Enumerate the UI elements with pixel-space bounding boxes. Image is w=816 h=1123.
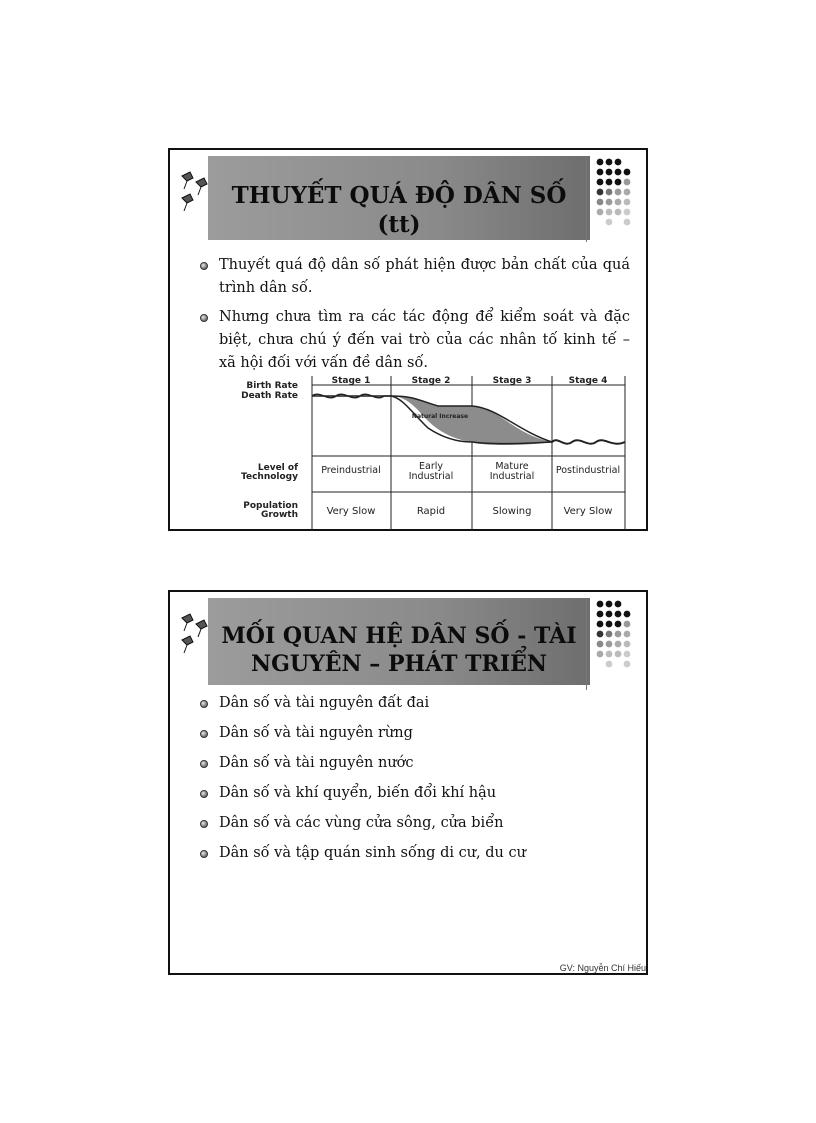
list-item: Nhưng chưa tìm ra các tác động để kiểm soát và đặc biệt, chưa chú ý đến vai trò của các nhân tố kinh tế – xã hội đối với vấn đề dân số. xyxy=(200,306,630,375)
decoration-dot xyxy=(615,209,622,216)
natural-increase-label: Natural Increase xyxy=(411,413,469,420)
decoration-dot xyxy=(624,611,631,618)
decoration-dot xyxy=(606,641,613,648)
decoration-dot xyxy=(606,611,613,618)
list-item: Dân số và tài nguyên đất đai xyxy=(200,692,630,715)
decoration-dot xyxy=(615,159,622,166)
decoration-dot xyxy=(624,199,631,206)
growth-cell: Slowing xyxy=(492,506,532,517)
decoration-dot xyxy=(615,179,622,186)
stage-label: Stage 2 xyxy=(411,376,451,386)
growth-label: Growth xyxy=(260,510,298,520)
decoration-dot xyxy=(606,661,613,668)
technology-cell: Early xyxy=(419,461,443,472)
decoration-dot xyxy=(597,189,604,196)
title-divider xyxy=(586,156,587,242)
decoration-dot xyxy=(597,169,604,176)
decoration-dot xyxy=(597,159,604,166)
stage-label: Stage 4 xyxy=(568,376,608,386)
decoration-dot xyxy=(606,601,613,608)
decoration-dot xyxy=(597,601,604,608)
birth-rate-label: Birth Rate xyxy=(246,381,298,391)
technology-cell: Industrial xyxy=(489,471,535,482)
list-item: Dân số và tài nguyên rừng xyxy=(200,722,630,745)
decoration-dot xyxy=(606,219,613,226)
growth-cell: Very Slow xyxy=(326,506,376,517)
decoration-dot xyxy=(597,611,604,618)
decoration-dot xyxy=(615,641,622,648)
decoration-dot xyxy=(615,651,622,658)
decoration-dot xyxy=(624,209,631,216)
technology-cell: Mature xyxy=(495,461,529,472)
pushpin-icon xyxy=(178,168,212,216)
decoration-dot xyxy=(624,219,631,226)
decoration-dot xyxy=(624,661,631,668)
decoration-dot xyxy=(606,651,613,658)
bullet-list xyxy=(200,692,630,872)
decoration-dot xyxy=(615,611,622,618)
decoration-dot xyxy=(624,651,631,658)
footer-credit: GV: Nguyễn Chí Hiếu xyxy=(559,963,646,973)
decoration-dot xyxy=(624,189,631,196)
decoration-dot xyxy=(624,631,631,638)
decoration-dot xyxy=(597,199,604,206)
slide-title: THUYẾT QUÁ ĐỘ DÂN SỐ (tt) xyxy=(208,156,590,240)
technology-cell: Postindustrial xyxy=(555,465,621,476)
list-item: Dân số và khí quyển, biến đổi khí hậu xyxy=(200,782,630,805)
decoration-dot xyxy=(597,209,604,216)
decoration-dot xyxy=(615,631,622,638)
decoration-dot xyxy=(624,169,631,176)
decoration-dot xyxy=(615,621,622,628)
decoration-dot xyxy=(597,641,604,648)
stage4-wave xyxy=(552,440,625,443)
decoration-dot xyxy=(606,631,613,638)
technology-cell: Preindustrial xyxy=(321,465,381,476)
list-item: Dân số và tập quán sinh sống di cư, du cư xyxy=(200,842,630,865)
decoration-dot xyxy=(615,601,622,608)
growth-cell: Very Slow xyxy=(563,506,613,517)
title-line: MỐI QUAN HỆ DÂN SỐ - TÀI xyxy=(221,623,577,649)
title-divider xyxy=(586,598,587,690)
decoration-dot xyxy=(597,631,604,638)
growth-label: Population xyxy=(243,501,298,511)
decoration-dot xyxy=(606,159,613,166)
decoration-dot xyxy=(606,189,613,196)
list-item: Thuyết quá độ dân số phát hiện được bản chất của quá trình dân số. xyxy=(200,254,630,300)
decoration-dot xyxy=(606,199,613,206)
decoration-dot xyxy=(624,179,631,186)
technology-cell: Industrial xyxy=(408,471,454,482)
decoration-dot xyxy=(597,179,604,186)
technology-label: Level of xyxy=(257,463,298,473)
stage-label: Stage 3 xyxy=(492,376,532,386)
slide-2 xyxy=(168,590,648,975)
decoration-dot xyxy=(597,621,604,628)
demographic-transition-diagram xyxy=(228,376,626,530)
decoration-dot xyxy=(606,169,613,176)
list-item: Dân số và các vùng cửa sông, cửa biển xyxy=(200,812,630,835)
slide-1 xyxy=(168,148,648,531)
technology-label: Technology xyxy=(241,472,298,482)
decoration-dot xyxy=(624,641,631,648)
growth-cell: Rapid xyxy=(416,506,446,517)
stage-label: Stage 1 xyxy=(331,376,371,386)
death-rate-label: Death Rate xyxy=(241,391,298,401)
pushpin-icon xyxy=(178,610,212,658)
decoration-dot xyxy=(606,179,613,186)
slide-title xyxy=(208,598,590,685)
bullet-list xyxy=(200,254,630,381)
dot-grid-decoration xyxy=(595,599,635,675)
decoration-dot xyxy=(606,621,613,628)
list-item: Dân số và tài nguyên nước xyxy=(200,752,630,775)
decoration-dot xyxy=(606,209,613,216)
title-line: NGUYÊN – PHÁT TRIỂN xyxy=(250,650,548,677)
decoration-dot xyxy=(597,651,604,658)
decoration-dot xyxy=(615,199,622,206)
decoration-dot xyxy=(615,189,622,196)
decoration-dot xyxy=(624,621,631,628)
decoration-dot xyxy=(615,169,622,176)
dot-grid-decoration xyxy=(595,157,635,233)
